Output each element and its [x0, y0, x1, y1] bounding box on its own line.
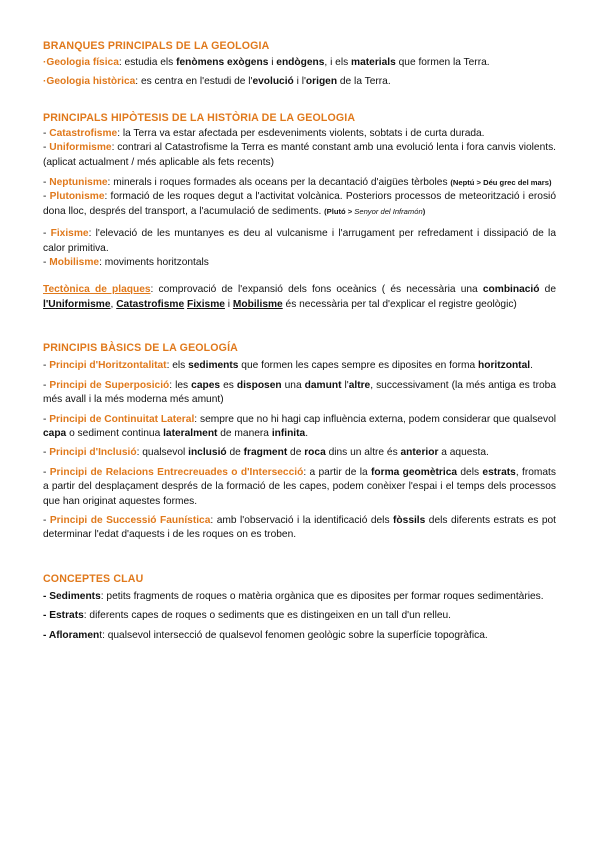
list-item-principi-interseccio: - Principi de Relacions Entrecreuades o d'Intersecció: a partir de la forma geomètrica dels estrats, fromats a partir del desplaçament després de la formació de les capes, podem conèixer l'espai i el temps dels processos que han originat aquestes formes.: [43, 466, 556, 507]
list-item-principi-superposicio: - Principi de Superposició: les capes es disposen una damunt l'altre, successivament (la més antiga es troba més avall i la més moderna més amunt): [43, 379, 556, 406]
term-tectonica-de-plaques: Tectònica de plaques: [43, 284, 151, 296]
term-uniformisme: Uniformisme: [49, 142, 112, 154]
term-geologia-fisica: Geologia física: [46, 57, 119, 68]
list-item-principi-successio-faunistica: - Principi de Successió Faunística: amb l'observació i la identificació dels fòssils dels diferents estrats es pot determinar l'edat d'aquests i de les roques on es troben.: [43, 514, 556, 541]
term-sediments: - Sediments: [43, 590, 101, 602]
list-item-plutonisme: - Plutonisme: formació de les roques degut a l'activitat volcànica. Posteriors processos de meteorització i erosió dona lloc, després del transport, a l'acumulació de sediments. (Plutó > Senyor del Inframón): [43, 191, 556, 217]
term-principi-superposicio: Principi de Superposició: [49, 379, 170, 391]
document-page: [43, 40, 556, 643]
list-item-mobilisme: - Mobilisme: moviments horitzontals: [43, 257, 209, 269]
section-heading-conceptes-clau: CONCEPTES CLAU: [43, 572, 144, 585]
list-item-catastrofisme: - Catastrofisme: la Terra va estar afectada per esdeveniments violents, sobtats i de curta durada.: [43, 127, 485, 139]
term-mobilisme: Mobilisme: [49, 257, 100, 269]
term-fixisme: Fixisme: [50, 228, 89, 240]
list-item-principi-continuitat-lateral: - Principi de Continuitat Lateral: sempre que no hi hagi cap influència externa, podem considerar que qualsevol capa o sediment continua lateralment de manera infinita.: [43, 413, 556, 439]
list-item-principi-horitzontalitat: - Principi d'Horitzontalitat: els sediments que formen les capes sempre es diposites en forma horitzontal.: [43, 360, 533, 372]
section-heading-branques: BRANQUES PRINCIPALS DE LA GEOLOGIA: [43, 40, 270, 52]
list-item-uniformisme: - Uniformisme: contrari al Catastrofisme la Terra es manté constant amb una evolució lenta i fora canvis violents. (aplicat actualment / més aplicable als fets recents): [43, 142, 557, 168]
section-heading-principis: PRINCIPIS BÀSICS DE LA GEOLOGÍA: [43, 342, 238, 355]
term-estrats: - Estrats: [43, 610, 84, 622]
term-principi-successio-faunistica: Principi de Successió Faunística: [49, 514, 211, 526]
term-principi-horitzontalitat: Principi d'Horitzontalitat: [49, 360, 167, 372]
term-neptunisme: Neptunisme: [49, 177, 108, 189]
term-geologia-historica: Geologia històrica: [46, 76, 136, 88]
list-item-neptunisme: - Neptunisme: minerals i roques formades als oceans per la decantació d'aigües tèrboles (Neptú > Déu grec del mars): [43, 177, 552, 189]
term-aflorament: - Afloramen: [43, 629, 100, 641]
list-item-sediments: - Sediments: petits fragments de roques o matèria orgànica que es diposites per formar roques sedimentàries.: [43, 590, 544, 602]
list-item-fixisme: - Fixisme: l'elevació de les muntanyes es deu al vulcanisme i l'arrugament per refredament i dissipació de la calor primitiva.: [43, 228, 556, 254]
term-catastrofisme: Catastrofisme: [49, 127, 118, 139]
term-principi-continuitat-lateral: Principi de Continuitat Lateral: [49, 413, 195, 425]
list-item-estrats: - Estrats: diferents capes de roques o sediments que es distingeixen en un tall d'un relleu.: [43, 610, 451, 622]
list-item-aflorament: - Aflorament: qualsevol intersecció de qualsevol fenomen geològic sobre la superfície topogràfica.: [43, 629, 488, 641]
term-principi-interseccio: Principi de Relacions Entrecreuades o d'Intersecció: [49, 466, 304, 478]
list-item-principi-inclusio: - Principi d'Inclusió: qualsevol inclusió de fragment de roca dins un altre és anterior a aquesta.: [43, 447, 489, 459]
list-item-geologia-historica: ·Geologia històrica: es centra en l'estudi de l'evolució i l'origen de la Terra.: [43, 76, 391, 88]
section-heading-hipotesis: PRINCIPALS HIPÒTESIS DE LA HISTÒRIA DE LA GEOLOGIA: [43, 111, 356, 124]
list-item-geologia-fisica: ·Geologia física: estudia els fenòmens exògens i endògens, i els materials que formen la Terra.: [43, 57, 490, 68]
term-plutonisme: Plutonisme: [49, 191, 105, 203]
term-principi-inclusio: Principi d'Inclusió: [49, 447, 137, 459]
paragraph-tectonica-de-plaques: Tectònica de plaques: comprovació de l'expansió dels fons oceànics ( és necessària una combinació de l'Uniformisme, Catastrofisme Fixisme i Mobilisme és necessària per tal d'explicar el registre geològic): [43, 284, 556, 310]
